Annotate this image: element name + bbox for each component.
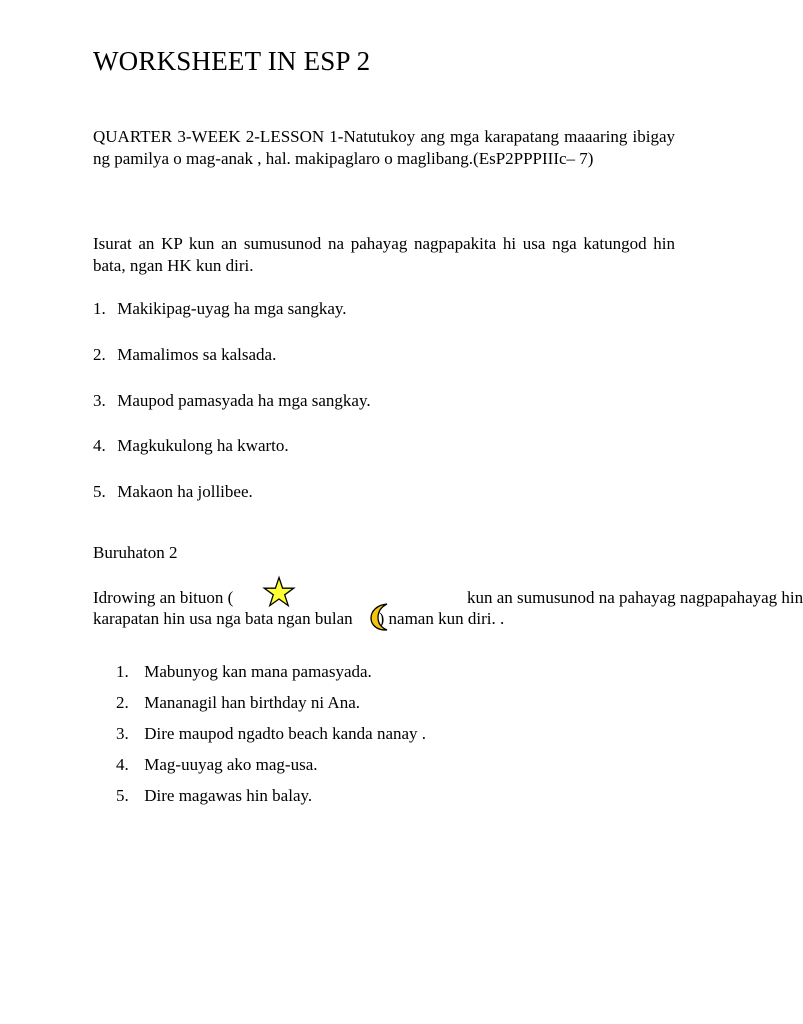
instruction-text: ) naman kun diri. .	[378, 609, 505, 628]
list-item	[116, 692, 360, 713]
list-item	[116, 661, 372, 682]
item-number: 3.	[93, 391, 106, 410]
instruction-part1: Isurat an KP kun an sumusunod na pahayag nagpapakita hi usa nga katungod hin bata, ngan HK kun diri.	[93, 234, 675, 275]
item-text: Mag-uuyag ako mag-usa.	[144, 755, 318, 774]
list-item	[116, 723, 426, 744]
list-item	[116, 785, 312, 806]
item-text: Mananagil han birthday ni Ana.	[144, 693, 361, 712]
item-text: Dire magawas hin balay.	[144, 786, 313, 805]
item-text: Maupod pamasyada ha mga sangkay.	[117, 391, 371, 410]
item-text: Magkukulong ha kwarto.	[117, 436, 289, 455]
instruction-text: Idrowing an bituon (	[93, 588, 234, 607]
lesson-objective: QUARTER 3-WEEK 2-LESSON 1-Natutukoy ang mga karapatang maaaring ibigay ng pamilya o mag-anak , hal. makipaglaro o maglibang.(EsP2PPPIIIc– 7)	[93, 127, 675, 168]
list-item	[93, 344, 276, 365]
item-text: Dire maupod ngadto beach kanda nanay .	[144, 724, 427, 743]
list-item	[93, 435, 289, 456]
instruction-text: karapatan hin usa nga bata ngan bulan	[93, 609, 353, 628]
item-number: 1.	[116, 662, 129, 681]
list-item	[93, 481, 253, 502]
item-text: Mamalimos sa kalsada.	[117, 345, 277, 364]
item-number: 1.	[93, 299, 106, 318]
item-text: Makaon ha jollibee.	[117, 482, 253, 501]
item-text: Mabunyog kan mana pamasyada.	[144, 662, 372, 681]
section-heading: Buruhaton 2	[93, 543, 178, 562]
instruction-text: kun an sumusunod na pahayag nagpapahayag hin	[467, 588, 803, 607]
item-number: 4.	[116, 755, 129, 774]
item-number: 5.	[93, 482, 106, 501]
star-icon	[263, 576, 295, 608]
page-title: WORKSHEET IN ESP 2	[93, 46, 371, 76]
item-number: 3.	[116, 724, 129, 743]
item-number: 2.	[93, 345, 106, 364]
item-number: 2.	[116, 693, 129, 712]
item-text: Makikipag-uyag ha mga sangkay.	[117, 299, 347, 318]
crescent-moon-icon	[367, 602, 395, 632]
item-number: 5.	[116, 786, 129, 805]
list-item	[93, 298, 347, 319]
item-number: 4.	[93, 436, 106, 455]
list-item	[116, 754, 318, 775]
instruction-part2-line2	[93, 608, 504, 629]
list-item	[93, 390, 371, 411]
